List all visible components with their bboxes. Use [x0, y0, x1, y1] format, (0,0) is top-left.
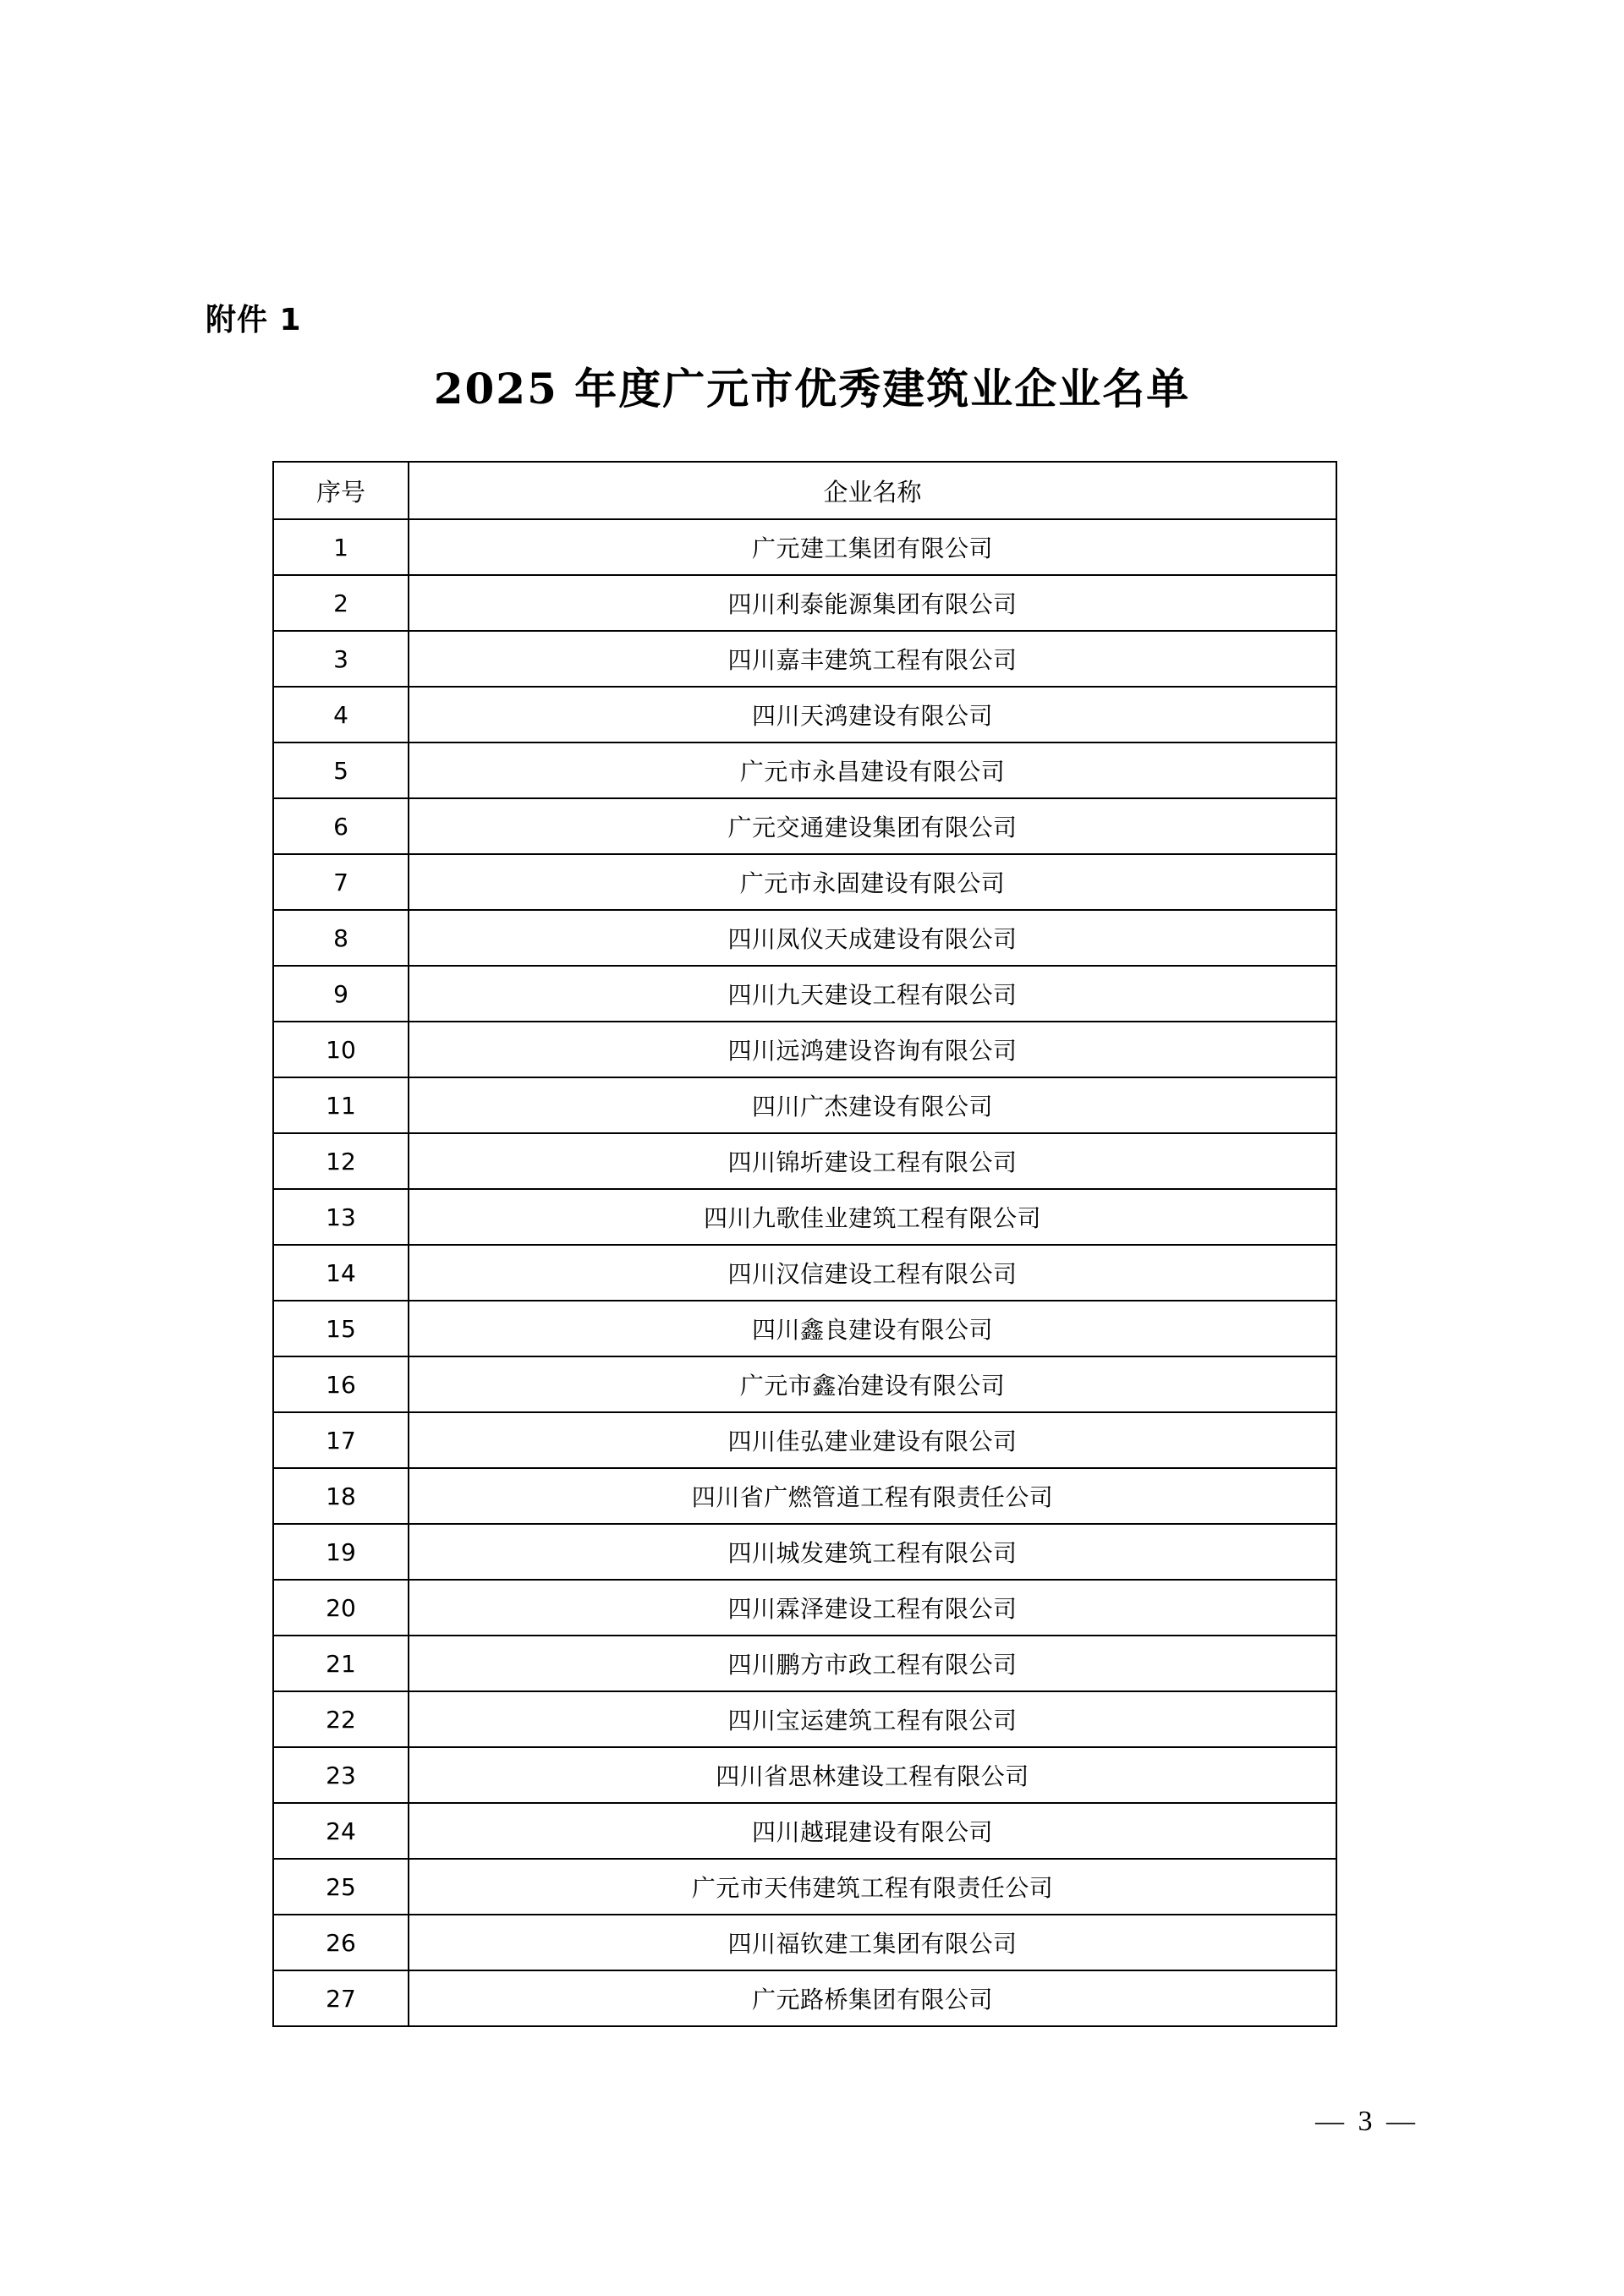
column-header-index: 序号 [273, 462, 409, 519]
table-row [273, 1636, 1336, 1691]
cell-enterprise-name: 四川九歌佳业建筑工程有限公司 [409, 1189, 1336, 1245]
cell-enterprise-name: 四川汉信建设工程有限公司 [409, 1245, 1336, 1301]
table-row [273, 1245, 1336, 1301]
cell-enterprise-name: 广元建工集团有限公司 [409, 519, 1336, 575]
cell-enterprise-name: 四川利泰能源集团有限公司 [409, 575, 1336, 631]
cell-enterprise-name: 四川锦圻建设工程有限公司 [409, 1133, 1336, 1189]
page-number: — 3 — [1315, 2106, 1418, 2137]
table-header [273, 462, 1336, 519]
cell-index: 2 [273, 575, 409, 631]
cell-enterprise-name: 广元市鑫冶建设有限公司 [409, 1356, 1336, 1412]
cell-index: 1 [273, 519, 409, 575]
cell-index: 13 [273, 1189, 409, 1245]
table-row [273, 1077, 1336, 1133]
cell-enterprise-name: 四川九天建设工程有限公司 [409, 966, 1336, 1022]
table-row [273, 1859, 1336, 1915]
enterprise-list-table-wrapper [272, 461, 1336, 2027]
cell-index: 4 [273, 687, 409, 743]
table-row [273, 798, 1336, 854]
table-row [273, 1970, 1336, 2026]
cell-enterprise-name: 广元市天伟建筑工程有限责任公司 [409, 1859, 1336, 1915]
table-body [273, 519, 1336, 2026]
cell-enterprise-name: 广元路桥集团有限公司 [409, 1970, 1336, 2026]
table-row [273, 575, 1336, 631]
cell-enterprise-name: 四川广杰建设有限公司 [409, 1077, 1336, 1133]
table-row [273, 1524, 1336, 1580]
table-row [273, 910, 1336, 966]
cell-index: 3 [273, 631, 409, 687]
cell-enterprise-name: 四川鑫良建设有限公司 [409, 1301, 1336, 1356]
cell-enterprise-name: 四川远鸿建设咨询有限公司 [409, 1022, 1336, 1077]
table-row [273, 966, 1336, 1022]
table-row [273, 1301, 1336, 1356]
cell-index: 6 [273, 798, 409, 854]
cell-index: 5 [273, 743, 409, 798]
table-row [273, 1691, 1336, 1747]
table-row [273, 1747, 1336, 1803]
cell-index: 11 [273, 1077, 409, 1133]
cell-enterprise-name: 四川越琨建设有限公司 [409, 1803, 1336, 1859]
cell-index: 17 [273, 1412, 409, 1468]
cell-index: 15 [273, 1301, 409, 1356]
table-row [273, 687, 1336, 743]
attachment-label: 附件 1 [206, 303, 302, 337]
cell-index: 8 [273, 910, 409, 966]
table-row [273, 743, 1336, 798]
table-header-row [273, 462, 1336, 519]
cell-enterprise-name: 广元交通建设集团有限公司 [409, 798, 1336, 854]
table-row [273, 1356, 1336, 1412]
table-row [273, 1915, 1336, 1970]
cell-index: 25 [273, 1859, 409, 1915]
cell-enterprise-name: 四川宝运建筑工程有限公司 [409, 1691, 1336, 1747]
cell-enterprise-name: 四川霖泽建设工程有限公司 [409, 1580, 1336, 1636]
table-row [273, 1803, 1336, 1859]
cell-enterprise-name: 四川福钦建工集团有限公司 [409, 1915, 1336, 1970]
cell-enterprise-name: 四川省广燃管道工程有限责任公司 [409, 1468, 1336, 1524]
cell-index: 21 [273, 1636, 409, 1691]
enterprise-list-table [272, 461, 1337, 2027]
cell-index: 18 [273, 1468, 409, 1524]
cell-index: 12 [273, 1133, 409, 1189]
cell-enterprise-name: 四川天鸿建设有限公司 [409, 687, 1336, 743]
table-row [273, 519, 1336, 575]
cell-enterprise-name: 广元市永昌建设有限公司 [409, 743, 1336, 798]
table-row [273, 854, 1336, 910]
table-row [273, 1468, 1336, 1524]
table-row [273, 1189, 1336, 1245]
cell-enterprise-name: 四川城发建筑工程有限公司 [409, 1524, 1336, 1580]
cell-index: 19 [273, 1524, 409, 1580]
cell-index: 10 [273, 1022, 409, 1077]
cell-enterprise-name: 四川佳弘建业建设有限公司 [409, 1412, 1336, 1468]
cell-enterprise-name: 四川凤仪天成建设有限公司 [409, 910, 1336, 966]
cell-index: 27 [273, 1970, 409, 2026]
cell-enterprise-name: 四川鹏方市政工程有限公司 [409, 1636, 1336, 1691]
column-header-name: 企业名称 [409, 462, 1336, 519]
table-row [273, 1580, 1336, 1636]
cell-index: 22 [273, 1691, 409, 1747]
cell-index: 24 [273, 1803, 409, 1859]
page-title: 2025 年度广元市优秀建筑业企业名单 [433, 364, 1191, 414]
cell-index: 7 [273, 854, 409, 910]
cell-enterprise-name: 四川省思林建设工程有限公司 [409, 1747, 1336, 1803]
table-row [273, 1022, 1336, 1077]
cell-enterprise-name: 四川嘉丰建筑工程有限公司 [409, 631, 1336, 687]
cell-index: 16 [273, 1356, 409, 1412]
table-row [273, 1412, 1336, 1468]
cell-index: 14 [273, 1245, 409, 1301]
cell-enterprise-name: 广元市永固建设有限公司 [409, 854, 1336, 910]
cell-index: 20 [273, 1580, 409, 1636]
cell-index: 26 [273, 1915, 409, 1970]
table-row [273, 1133, 1336, 1189]
table-row [273, 631, 1336, 687]
cell-index: 23 [273, 1747, 409, 1803]
cell-index: 9 [273, 966, 409, 1022]
